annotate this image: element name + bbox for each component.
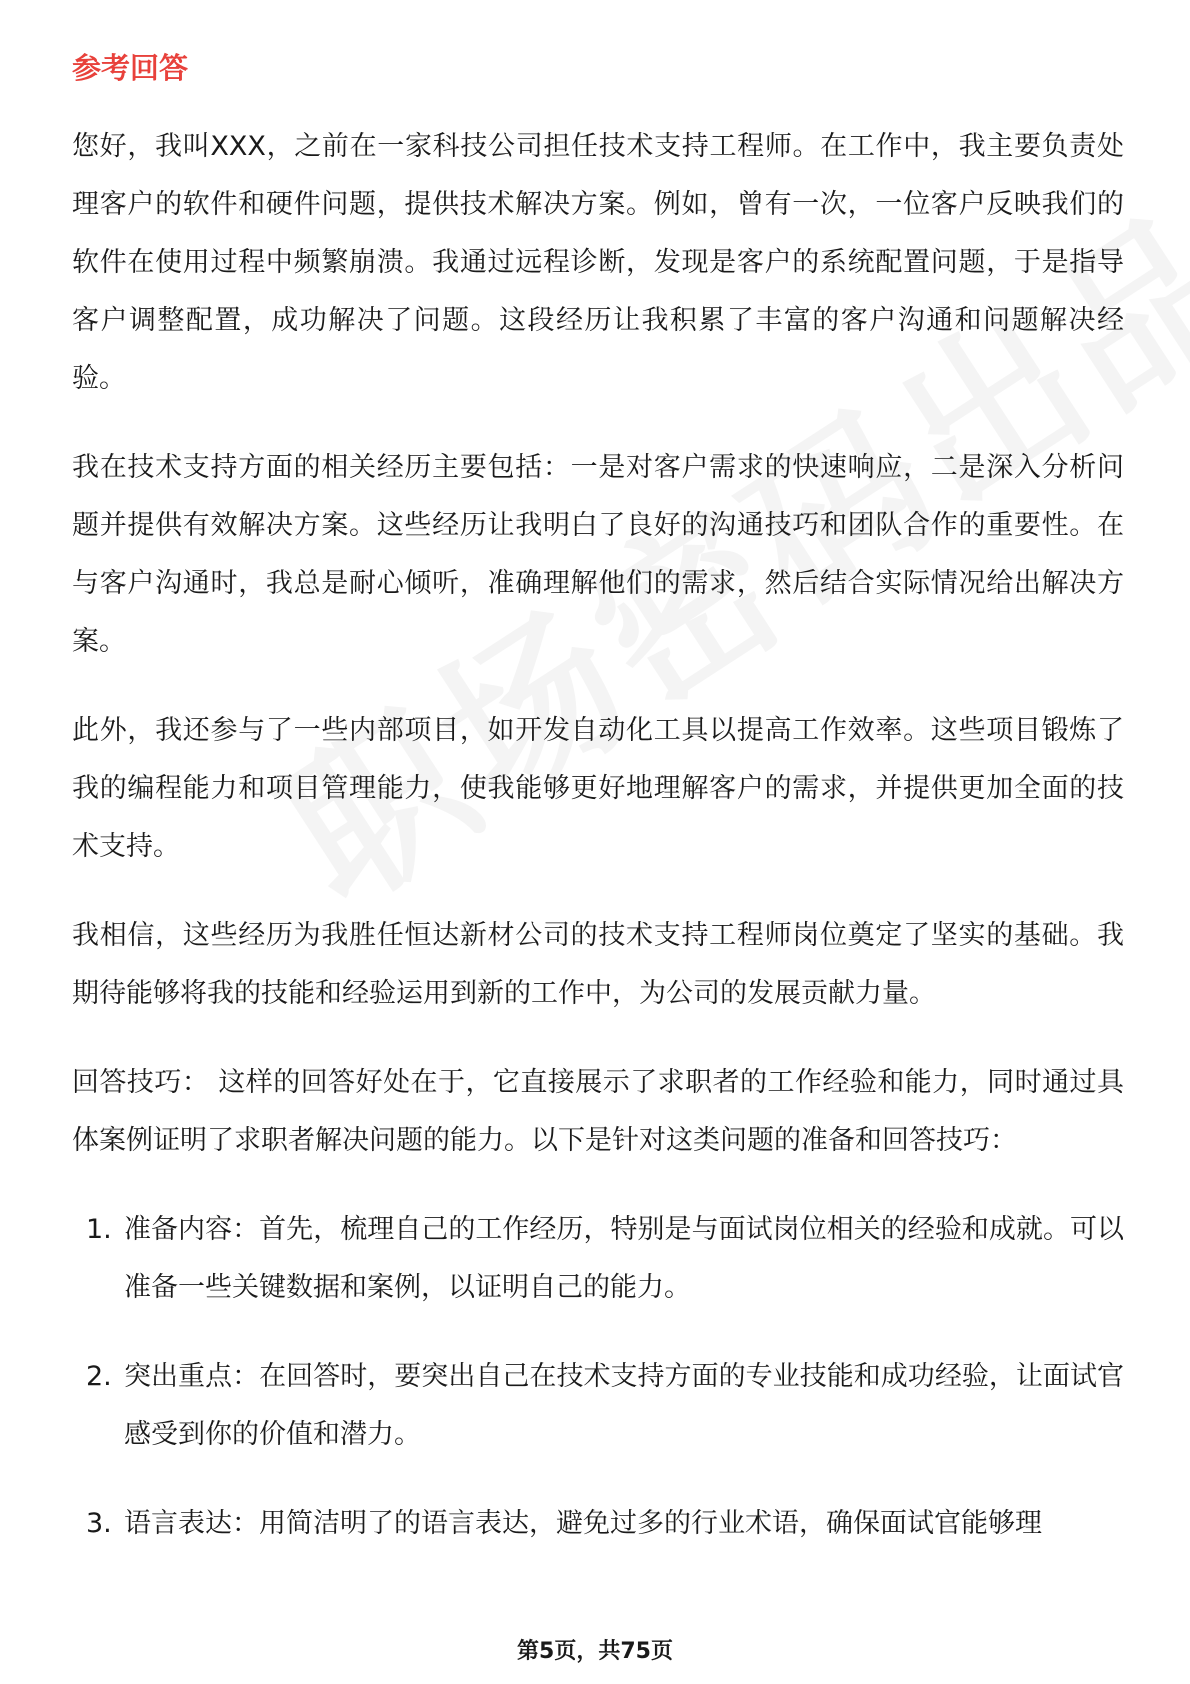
list-item-text: 语言表达：用简洁明了的语言表达，避免过多的行业术语，确保面试官能够理 (124, 1508, 1042, 1539)
paragraph-experience: 我在技术支持方面的相关经历主要包括：一是对客户需求的快速响应，二是深入分析问题并提供有效解决方案。这些经历让我明白了良好的沟通技巧和团队合作的重要性。在与客户沟通时，我总是耐心倾听，准确理解他们的需求，然后结合实际情况给出解决方案。 (72, 452, 1124, 657)
paragraph-tips-intro: 回答技巧： 这样的回答好处在于，它直接展示了求职者的工作经验和能力，同时通过具体案例证明了求职者解决问题的能力。以下是针对这类问题的准备和回答技巧： (72, 1067, 1124, 1156)
paragraph-intro: 您好，我叫XXX，之前在一家科技公司担任技术支持工程师。在工作中，我主要负责处理客户的软件和硬件问题，提供技术解决方案。例如，曾有一次，一位客户反映我们的软件在使用过程中频繁崩溃。我通过远程诊断，发现是客户的系统配置问题，于是指导客户调整配置，成功解决了问题。这段经历让我积累了丰富的客户沟通和问题解决经验。 (72, 131, 1124, 394)
paragraph-projects: 此外，我还参与了一些内部项目，如开发自动化工具以提高工作效率。这些项目锻炼了我的编程能力和项目管理能力，使我能够更好地理解客户的需求，并提供更加全面的技术支持。 (72, 715, 1124, 862)
list-item (72, 1348, 1124, 1464)
list-item-number: 3. (86, 1508, 112, 1539)
list-item (72, 1201, 1124, 1317)
list-item (72, 1495, 1124, 1553)
tips-list (72, 1201, 1124, 1553)
page-footer: 第5页，共75页 (517, 1639, 673, 1664)
list-item-text: 准备内容：首先，梳理自己的工作经历，特别是与面试岗位相关的经验和成就。可以准备一些关键数据和案例，以证明自己的能力。 (124, 1214, 1124, 1303)
list-item-number: 2. (86, 1361, 112, 1392)
list-item-number: 1. (86, 1214, 112, 1245)
section-title: 参考回答 (72, 51, 189, 85)
paragraph-conclusion: 我相信，这些经历为我胜任恒达新材公司的技术支持工程师岗位奠定了坚实的基础。我期待能够将我的技能和经验运用到新的工作中，为公司的发展贡献力量。 (72, 920, 1124, 1009)
list-item-text: 突出重点：在回答时，要突出自己在技术支持方面的专业技能和成功经验，让面试官感受到你的价值和潜力。 (124, 1361, 1124, 1450)
document-body (72, 118, 1124, 1584)
